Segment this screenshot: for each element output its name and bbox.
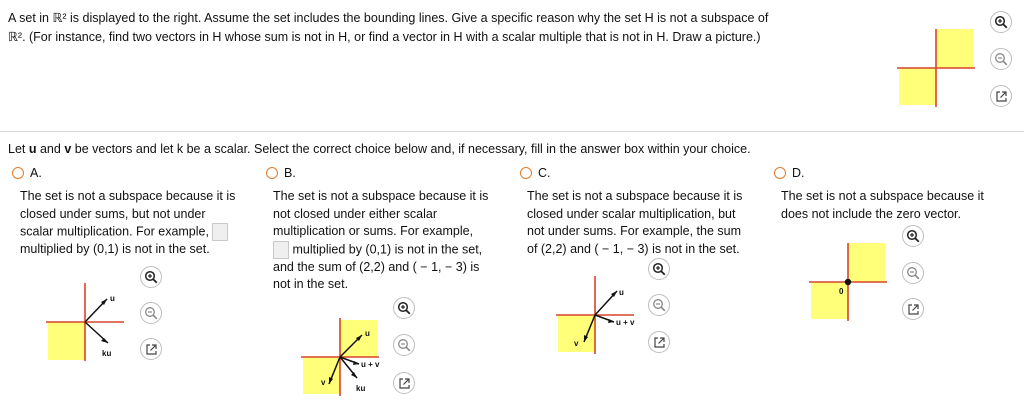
- option-c-popout-button[interactable]: [648, 331, 670, 353]
- option-c-uv-label: u + v: [616, 318, 635, 327]
- option-b-zoom-out-button[interactable]: [393, 334, 415, 356]
- option-c-u-label: u: [619, 288, 624, 297]
- option-b-popout-button[interactable]: [393, 372, 415, 394]
- option-a-ku-label: ku: [102, 349, 112, 358]
- option-c-text: The set is not a subspace because it is closed under scalar multiplication, but not under sums. For example, the sum of (2,2) and ( − 1, − 3) is not in the set.: [527, 189, 743, 256]
- zoom-in-icon: [994, 15, 1008, 29]
- option-d-radio[interactable]: [774, 167, 786, 179]
- option-a-u-label: u: [110, 294, 115, 303]
- option-b-figure: [301, 318, 381, 398]
- option-a-answer-box[interactable]: [212, 223, 228, 241]
- zoom-out-icon: [397, 338, 411, 352]
- question-line-1: A set in ℝ² is displayed to the right. Assume the set includes the bounding lines. Give a specific reason why the set H is not a subspace of: [8, 11, 769, 25]
- zoom-in-icon: [397, 301, 411, 315]
- option-b-v-label: v: [321, 378, 326, 387]
- question-line-2: ℝ². (For instance, find two vectors in H whose sum is not in H, or find a vector in H with a scalar multiple that is not in H. Draw a picture.): [8, 30, 761, 44]
- zoom-in-icon: [906, 229, 920, 243]
- zoom-out-icon: [906, 266, 920, 280]
- option-a-radio[interactable]: [12, 167, 24, 179]
- option-c-radio[interactable]: [520, 167, 532, 179]
- popout-icon: [653, 336, 666, 349]
- option-d-zoom-out-button[interactable]: [902, 262, 924, 284]
- option-b-answer-box[interactable]: [273, 241, 289, 259]
- popout-icon: [145, 343, 158, 356]
- option-a-text: The set is not a subspace because it is closed under sums, but not under scalar multiplication. For example, multiplied by (0,1) is not in the set.: [20, 189, 236, 256]
- zoom-out-icon: [144, 306, 158, 320]
- zoom-out-button[interactable]: [990, 48, 1012, 70]
- popout-button[interactable]: [990, 85, 1012, 107]
- zoom-out-icon: [994, 52, 1008, 66]
- option-c-zoom-out-button[interactable]: [648, 294, 670, 316]
- option-b-radio[interactable]: [266, 167, 278, 179]
- option-d-choice[interactable]: [774, 166, 805, 180]
- zoom-out-icon: [652, 298, 666, 312]
- option-b-uv-label: u + v: [361, 360, 380, 369]
- option-d-zoom-in-button[interactable]: [902, 225, 924, 247]
- zoom-in-icon: [144, 270, 158, 284]
- option-b-ku-label: ku: [356, 384, 366, 393]
- option-a-figure: [46, 283, 126, 363]
- option-c-choice[interactable]: [520, 166, 551, 180]
- section-divider: [0, 131, 1024, 132]
- option-d-figure: [809, 243, 889, 323]
- option-c-zoom-in-button[interactable]: [648, 258, 670, 280]
- option-b-text: The set is not a subspace because it is not closed under either scalar multiplication or sums. For example, multiplied by (0,1) is not in the set, and the sum of (2,2) and ( − 1, − 3) is not in the set.: [273, 189, 489, 291]
- option-b-u-label: u: [365, 329, 370, 338]
- option-d-popout-button[interactable]: [902, 298, 924, 320]
- option-a-zoom-in-button[interactable]: [140, 266, 162, 288]
- option-a-choice[interactable]: [12, 166, 42, 180]
- option-a-popout-button[interactable]: [140, 338, 162, 360]
- instruction-text: Let u and v be vectors and let k be a scalar. Select the correct choice below and, if necessary, fill in the answer box within your choice.: [8, 142, 751, 156]
- set-h-figure: [897, 29, 975, 107]
- option-c-v-label: v: [574, 339, 579, 348]
- zoom-in-icon: [652, 262, 666, 276]
- option-d-text: The set is not a subspace because it does not include the zero vector.: [781, 189, 984, 221]
- popout-icon: [398, 377, 411, 390]
- option-b-zoom-in-button[interactable]: [393, 297, 415, 319]
- option-c-label: C.: [538, 166, 551, 180]
- option-d-zero-label: 0: [839, 287, 844, 296]
- popout-icon: [907, 303, 920, 316]
- popout-icon: [995, 90, 1008, 103]
- option-c-figure: [556, 276, 636, 356]
- option-d-label: D.: [792, 166, 805, 180]
- option-a-label: A.: [30, 166, 42, 180]
- zoom-in-button[interactable]: [990, 11, 1012, 33]
- option-b-label: B.: [284, 166, 296, 180]
- option-b-choice[interactable]: [266, 166, 296, 180]
- option-a-zoom-out-button[interactable]: [140, 302, 162, 324]
